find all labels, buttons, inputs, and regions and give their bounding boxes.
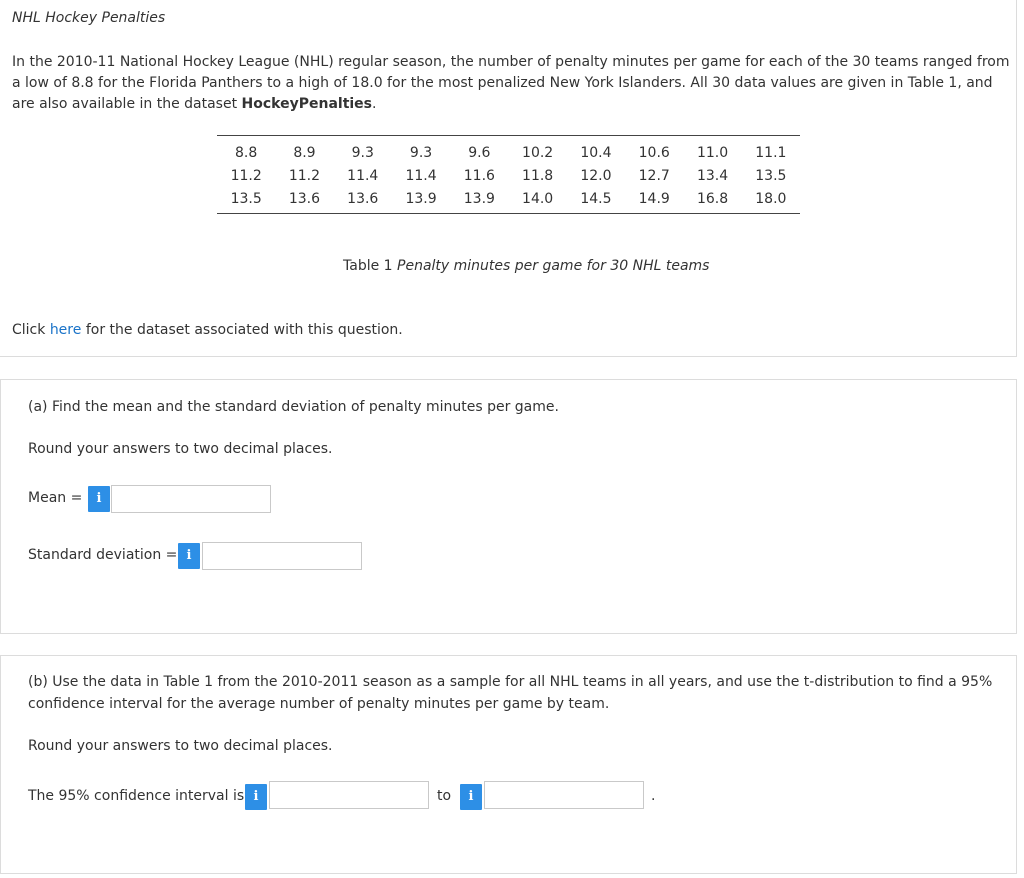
intro-text: In the 2010-11 National Hockey League (NHL) regular season, the number of penalty minutes per game for each of the 30 teams ranged from a low of 8.8 for the Florida Panthers to a high of 18.0 for the most penalized New York Islanders. All 30 data values are given in Table 1, and are also available in the dataset bbox=[12, 54, 1010, 112]
ci-upper-input[interactable] bbox=[484, 781, 644, 809]
table-row bbox=[217, 187, 800, 213]
table-cell: 10.2 bbox=[522, 144, 554, 161]
table-cell: 12.7 bbox=[638, 167, 670, 184]
table-cell: 11.6 bbox=[463, 167, 495, 184]
upper-info-icon[interactable]: i bbox=[460, 784, 482, 810]
std-info-icon[interactable]: i bbox=[178, 543, 200, 569]
table-cell: 16.8 bbox=[696, 190, 729, 207]
data-table bbox=[217, 136, 800, 213]
table-cell: 13.6 bbox=[347, 190, 379, 207]
table-row bbox=[217, 164, 800, 187]
std-label: Standard deviation = bbox=[28, 547, 178, 563]
lower-info-icon[interactable]: i bbox=[245, 784, 267, 810]
caption-text: Penalty minutes per game for 30 NHL teams bbox=[397, 258, 710, 274]
table-cell: 8.9 bbox=[293, 144, 316, 161]
part-b-instruction: Round your answers to two decimal places. bbox=[28, 738, 333, 754]
link-prefix: Click bbox=[12, 322, 50, 338]
mean-info-icon[interactable]: i bbox=[88, 486, 110, 512]
table-cell: 10.4 bbox=[580, 144, 612, 161]
table-cell: 11.2 bbox=[230, 167, 262, 184]
table-row bbox=[217, 136, 800, 164]
ci-label: The 95% confidence interval is bbox=[28, 788, 245, 804]
mean-label: Mean = bbox=[28, 490, 83, 506]
table-cell: 9.3 bbox=[409, 144, 433, 161]
table-cell: 11.4 bbox=[405, 167, 437, 184]
caption-label: Table 1 bbox=[343, 258, 398, 274]
mean-input[interactable] bbox=[111, 485, 271, 513]
ci-lower-input[interactable] bbox=[269, 781, 429, 809]
end-period: . bbox=[651, 788, 656, 804]
part-b-question-line1: (b) Use the data in Table 1 from the 2010-2011 season as a sample for all NHL teams in all years, and use the t-distribution to find a 95% bbox=[28, 674, 993, 690]
table-cell: 9.3 bbox=[351, 144, 374, 161]
table-cell: 11.8 bbox=[522, 167, 554, 184]
table-cell: 9.6 bbox=[468, 144, 491, 161]
part-b-question-line2: confidence interval for the average number of penalty minutes per game by team. bbox=[28, 696, 610, 712]
std-input[interactable] bbox=[202, 542, 362, 570]
part-a-question: (a) Find the mean and the standard deviation of penalty minutes per game. bbox=[28, 399, 559, 415]
part-a-card bbox=[0, 379, 1017, 634]
table-cell: 11.2 bbox=[288, 167, 321, 184]
table-cell: 13.5 bbox=[755, 167, 787, 184]
table-cell: 13.6 bbox=[288, 190, 321, 207]
table-cell: 11.0 bbox=[696, 144, 729, 161]
table-cell: 8.8 bbox=[235, 144, 258, 161]
table-cell: 11.4 bbox=[347, 167, 379, 184]
table-cell: 18.0 bbox=[755, 190, 787, 207]
table-cell: 14.9 bbox=[638, 190, 670, 207]
problem-intro bbox=[12, 52, 1010, 115]
problem-card bbox=[0, 0, 1017, 357]
table-caption bbox=[343, 258, 709, 274]
dataset-name: HockeyPenalties bbox=[241, 96, 373, 112]
table-cell: 13.9 bbox=[463, 190, 495, 207]
part-a-instruction: Round your answers to two decimal places. bbox=[28, 441, 333, 457]
problem-title: NHL Hockey Penalties bbox=[12, 10, 166, 26]
to-label: to bbox=[437, 788, 452, 804]
table-cell: 14.5 bbox=[580, 190, 612, 207]
table-cell: 14.0 bbox=[522, 190, 554, 207]
part-b-card bbox=[0, 655, 1017, 874]
table-cell: 11.1 bbox=[755, 144, 787, 161]
table-cell: 12.0 bbox=[580, 167, 612, 184]
dataset-link-line bbox=[12, 322, 403, 338]
intro-end: . bbox=[372, 96, 377, 112]
data-table-wrapper bbox=[217, 135, 800, 214]
table-cell: 10.6 bbox=[638, 144, 670, 161]
table-cell: 13.9 bbox=[405, 190, 437, 207]
table-cell: 13.5 bbox=[230, 190, 262, 207]
link-suffix: for the dataset associated with this question. bbox=[81, 322, 403, 338]
table-cell: 13.4 bbox=[696, 167, 729, 184]
dataset-link[interactable]: here bbox=[49, 322, 82, 338]
